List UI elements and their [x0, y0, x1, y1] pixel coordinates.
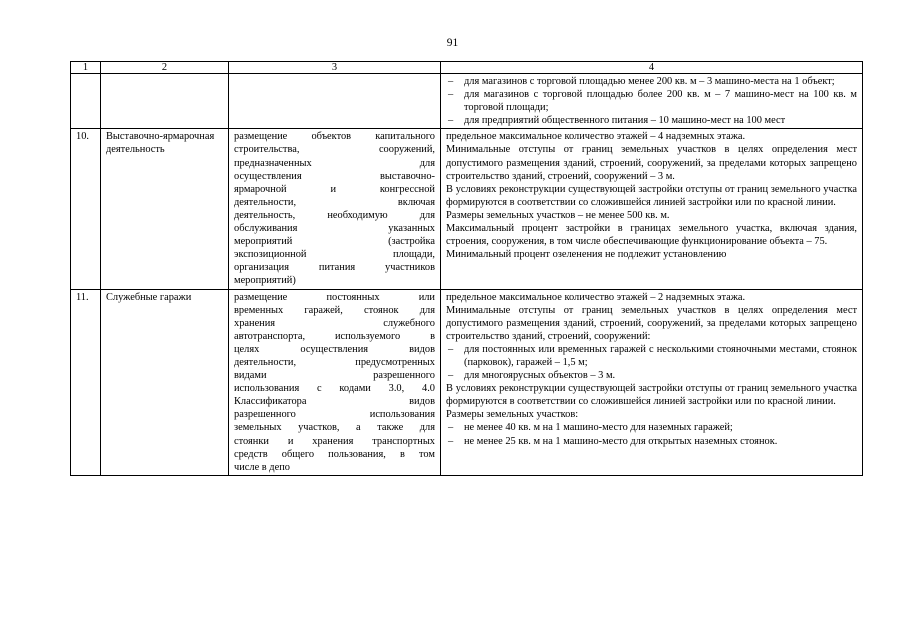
dash-list-item	[446, 114, 857, 127]
table-row	[71, 129, 863, 289]
dash-item-text: для многоярусных объектов – 3 м.	[464, 370, 616, 382]
row-number: 10.	[71, 129, 101, 289]
dash-item-text: не менее 40 кв. м на 1 машино-место для наземных гаражей;	[464, 422, 733, 434]
dash-bullet: –	[448, 370, 454, 382]
parameter-paragraph: В условиях реконструкции существующей застройки отступы от границ земельного участка формируются в соответствии со сложившейся линией застройки или по красной линии.	[446, 383, 857, 408]
description-line: строительства, сооружений,	[234, 144, 435, 156]
zoning-table	[70, 61, 863, 476]
table-row	[71, 74, 863, 129]
dash-item-text: для магазинов с торговой площадью более 200 кв. м – 7 машино-мест на 100 кв. м торговой площади;	[464, 89, 857, 114]
description-line: предназначенных для	[234, 157, 435, 169]
description-line: средств общего пользования, в том	[234, 448, 435, 460]
description-line: деятельности, включая	[234, 196, 435, 208]
table-row	[71, 289, 863, 475]
dash-list-item	[446, 75, 857, 88]
row-number: 11.	[71, 289, 101, 475]
description-line: размещение постоянных или	[234, 291, 435, 303]
description-line: временных гаражей, стоянок для	[234, 304, 435, 316]
dash-item-text: для предприятий общественного питания – 10 машино-мест на 100 мест	[464, 115, 786, 127]
use-description	[229, 129, 441, 289]
description-line: обслуживания указанных	[234, 223, 435, 235]
dash-list-item	[446, 435, 857, 448]
page-number: 91	[446, 37, 459, 49]
dash-bullet: –	[448, 422, 454, 434]
parameter-paragraph: В условиях реконструкции существующей застройки отступы от границ земельного участка формируются в соответствии со сложившейся линией застройки или по красной линии.	[446, 183, 857, 208]
description-line: земельных участков, а также для	[234, 422, 435, 434]
use-parameters	[441, 74, 863, 129]
header-cell-4: 4	[441, 62, 863, 74]
dash-bullet: –	[448, 343, 454, 355]
header-cell-2: 2	[101, 62, 229, 74]
description-line: размещение объектов капитального	[234, 131, 435, 143]
parameter-paragraph: Минимальные отступы от границ земельных участков в целях определения мест допустимого размещения зданий, строений, сооружений, за пределами которых запрещено строительство зданий, строений, сооружений – 3 м.	[446, 144, 857, 182]
description-line: экспозиционной площади,	[234, 249, 435, 261]
header-cell-3: 3	[229, 62, 441, 74]
description-line: деятельности, предусмотренных	[234, 356, 435, 368]
parameter-paragraph: Размеры земельных участков – не менее 500 кв. м.	[446, 209, 670, 221]
use-type-name	[101, 74, 229, 129]
description-line: разрешенного использования	[234, 409, 435, 421]
description-line: числе в депо	[234, 461, 290, 473]
dash-bullet: –	[448, 435, 454, 447]
dash-item-text: не менее 25 кв. м на 1 машино-место для открытых наземных стоянок.	[464, 435, 778, 447]
use-parameters	[441, 129, 863, 289]
dash-list-item	[446, 421, 857, 434]
parameter-paragraph: предельное максимальное количество этажей – 4 надземных этажа.	[446, 131, 746, 143]
use-type-name: Служебные гаражи	[101, 289, 229, 475]
parameter-paragraph: Максимальный процент застройки в границах земельного участка, включая здания, строения, сооружения, в том числе обеспечивающие функционирование объекта – 75.	[446, 223, 857, 248]
dash-bullet: –	[448, 115, 454, 127]
parameter-paragraph: Минимальный процент озеленения не подлежит установлению	[446, 249, 727, 261]
dash-item-text: для постоянных или временных гаражей с несколькими стояночными местами, стоянок (парковок), гаражей – 1,5 м;	[464, 343, 857, 368]
description-line: деятельность, необходимую для	[234, 209, 435, 221]
description-line: осуществления выставочно-	[234, 170, 435, 182]
description-line: мероприятий (застройка	[234, 236, 435, 248]
use-description	[229, 289, 441, 475]
dash-list-item	[446, 369, 857, 382]
description-line: стоянки и хранения транспортных	[234, 435, 435, 447]
use-parameters	[441, 289, 863, 475]
description-line: целях осуществления видов	[234, 343, 435, 355]
parameter-paragraph: Размеры земельных участков:	[446, 409, 579, 421]
header-cell-1: 1	[71, 62, 101, 74]
use-description	[229, 74, 441, 129]
description-line: хранения служебного	[234, 317, 435, 329]
header-row	[71, 62, 863, 74]
dash-bullet: –	[448, 76, 454, 87]
description-line: автотранспорта, используемого в	[234, 330, 435, 342]
dash-bullet: –	[448, 89, 454, 101]
description-line: использования с кодами 3.0, 4.0	[234, 383, 435, 395]
use-type-name: Выставочно-ярмарочная деятельность	[101, 129, 229, 289]
row-number	[71, 74, 101, 129]
parameter-paragraph: предельное максимальное количество этажей – 2 надземных этажа.	[446, 291, 746, 303]
dash-list-item	[446, 88, 857, 114]
description-line: мероприятий)	[234, 275, 296, 287]
description-line: организация питания участников	[234, 262, 435, 274]
parameter-paragraph: Минимальные отступы от границ земельных участков в целях определения мест допустимого размещения зданий, строений, сооружений, за пределами которых запрещено строительство зданий, строений, сооружений:	[446, 304, 857, 342]
description-line: ярмарочной и конгрессной	[234, 183, 435, 195]
description-line: Классификатора видов	[234, 396, 435, 408]
dash-list-item	[446, 343, 857, 369]
description-line: видами разрешенного	[234, 370, 435, 382]
dash-item-text: для магазинов с торговой площадью менее 200 кв. м – 3 машино-места на 1 объект;	[464, 76, 835, 87]
